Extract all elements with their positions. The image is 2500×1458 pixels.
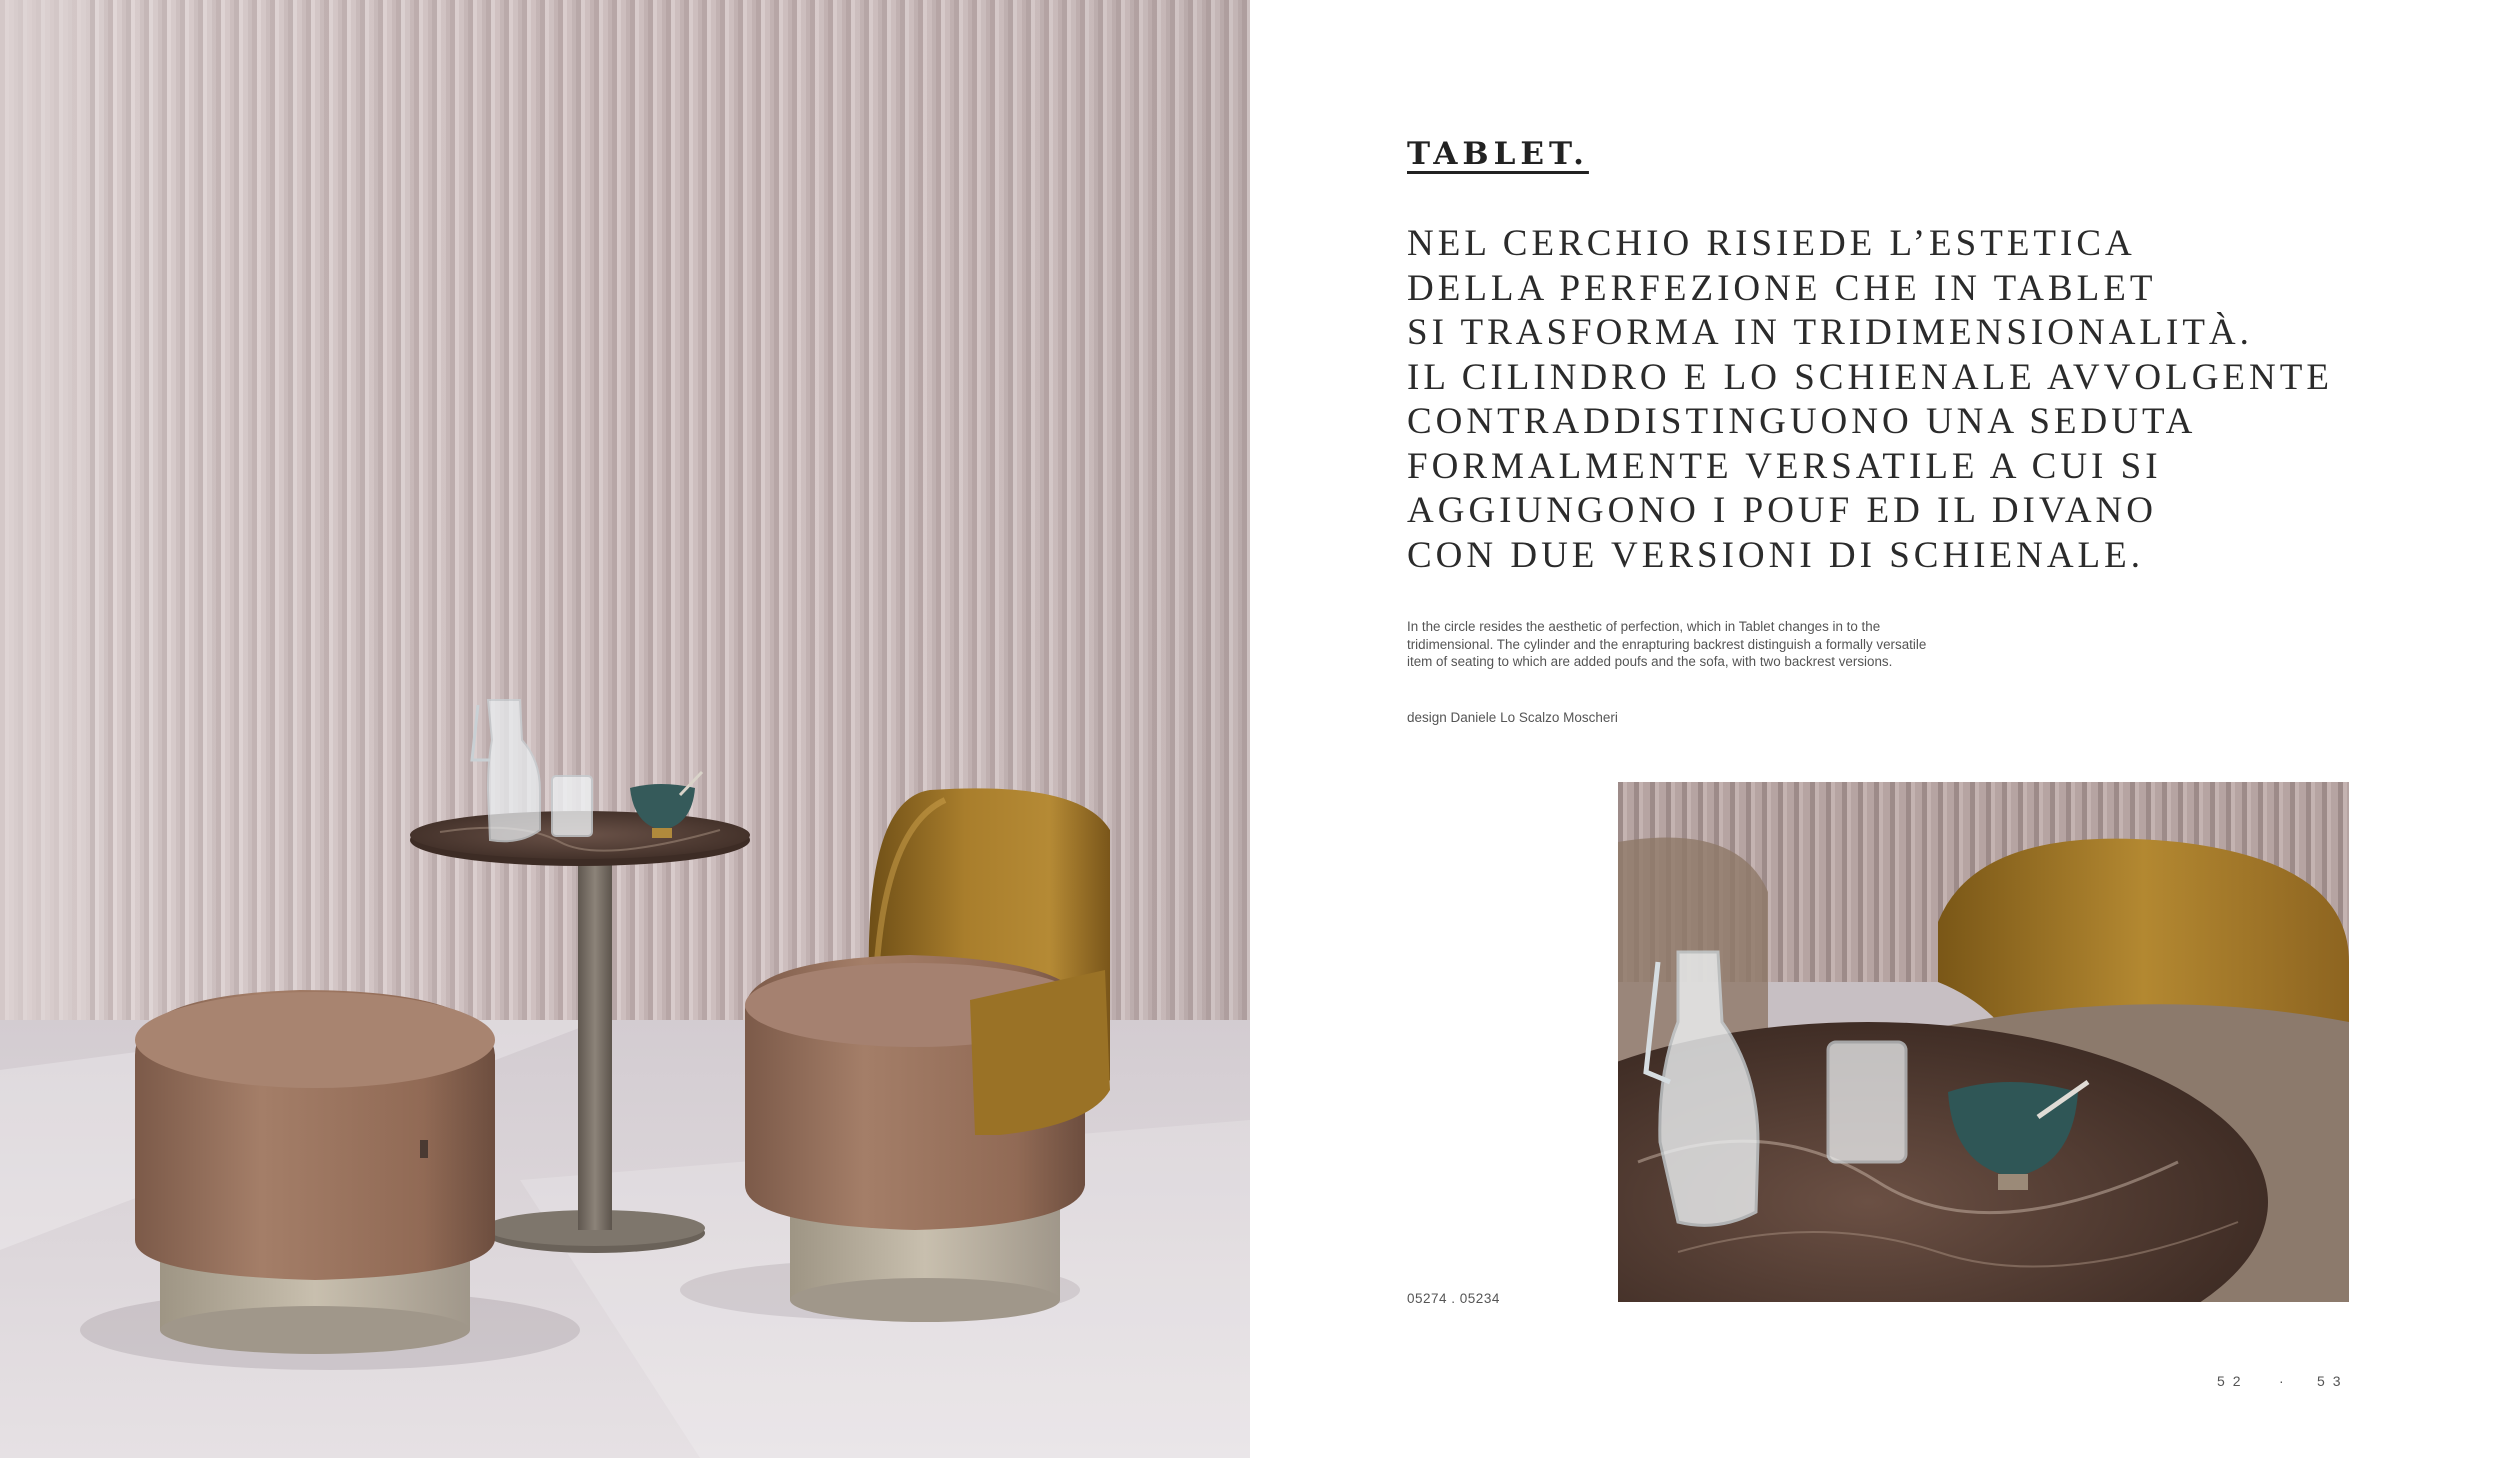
page-number-right: 53: [2317, 1373, 2349, 1389]
headline-line: NEL CERCHIO RISIEDE L’ESTETICA: [1407, 223, 2136, 264]
designer-credit: design Daniele Lo Scalzo Moscheri: [1407, 710, 1618, 725]
headline-line: FORMALMENTE VERSATILE A CUI SI: [1407, 445, 2162, 487]
detail-photo: [1618, 782, 2349, 1302]
headline-line: SI TRASFORMA IN TRIDIMENSIONALITÀ.: [1407, 312, 2253, 353]
text-page: [1250, 0, 2500, 1458]
headline-line: IL CILINDRO E LO SCHIENALE AVVOLGENTE: [1407, 356, 2333, 398]
page-number-separator: ·: [2279, 1373, 2284, 1389]
page-number-left: 52: [2217, 1373, 2249, 1389]
product-codes: 05274 . 05234: [1407, 1291, 1500, 1306]
headline-italian: [1407, 222, 2333, 578]
headline-line: DELLA PERFEZIONE CHE IN TABLET: [1407, 267, 2157, 309]
headline-line: CONTRADDISTINGUONO UNA SEDUTA: [1407, 401, 2197, 442]
description-line: tridimensional. The cylinder and the enrapturing backrest distinguish a formally versatile: [1407, 636, 1927, 652]
headline-line: AGGIUNGONO I POUF ED IL DIVANO: [1407, 490, 2157, 531]
description-line: In the circle resides the aesthetic of perfection, which in Tablet changes in to the: [1407, 619, 1881, 634]
description-line: item of seating to which are added poufs and the sofa, with two backrest versions.: [1407, 654, 1893, 669]
headline-line: CON DUE VERSIONI DI SCHIENALE.: [1407, 534, 2144, 576]
english-description: [1407, 618, 2047, 671]
product-title: TABLET.: [1407, 136, 1589, 172]
